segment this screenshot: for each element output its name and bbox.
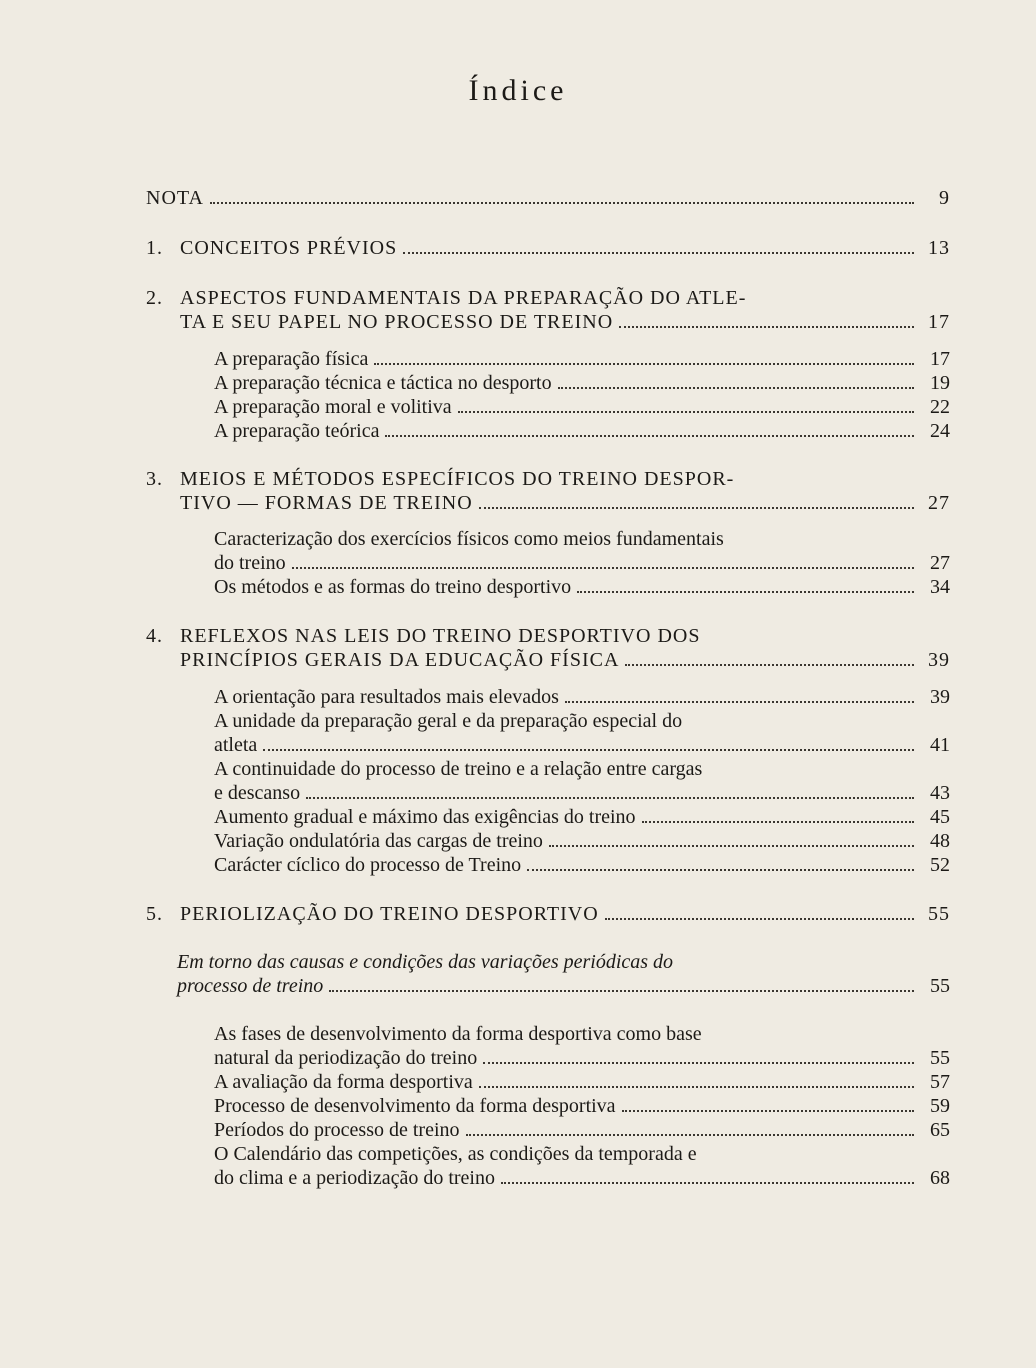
leader-dots bbox=[292, 567, 914, 569]
toc-label: atleta bbox=[214, 734, 258, 756]
leader-dots bbox=[385, 435, 914, 437]
toc-page: 52 bbox=[930, 854, 950, 876]
toc-chapter-4 bbox=[180, 648, 950, 672]
toc-page: 57 bbox=[930, 1071, 950, 1093]
toc-label: ASPECTOS FUNDAMENTAIS DA PREPARAÇÃO DO ATLE- bbox=[180, 287, 747, 309]
leader-dots bbox=[374, 363, 914, 365]
leader-dots bbox=[329, 990, 914, 992]
toc-chapter-1 bbox=[146, 236, 950, 260]
leader-dots bbox=[622, 1110, 914, 1112]
toc-label: Carácter cíclico do processo de Treino bbox=[214, 854, 522, 876]
toc-page: 17 bbox=[928, 311, 950, 333]
toc-chapter-5 bbox=[146, 902, 950, 926]
leader-dots bbox=[458, 411, 914, 413]
leader-dots bbox=[642, 821, 914, 823]
chapter-number: 3. bbox=[146, 468, 163, 490]
toc-section-italic-line1: Em torno das causas e condições das variações periódicas do bbox=[177, 951, 674, 973]
leader-dots bbox=[625, 664, 914, 666]
leader-dots bbox=[558, 387, 914, 389]
chapter-number: 4. bbox=[146, 625, 163, 647]
toc-label: do treino bbox=[214, 552, 286, 574]
chapter-number: 1. bbox=[146, 237, 163, 259]
toc-item bbox=[214, 1094, 950, 1118]
bleed-through-text bbox=[430, 10, 435, 31]
toc-label: MEIOS E MÉTODOS ESPECÍFICOS DO TREINO DESPOR- bbox=[180, 468, 735, 490]
toc-label: A orientação para resultados mais elevados bbox=[214, 686, 559, 708]
leader-dots bbox=[403, 252, 914, 254]
leader-dots bbox=[527, 869, 914, 871]
toc-page: 27 bbox=[930, 552, 950, 574]
toc-item bbox=[214, 685, 950, 709]
toc-page: 45 bbox=[930, 806, 950, 828]
toc-page: 41 bbox=[930, 734, 950, 756]
toc-item bbox=[214, 347, 950, 371]
toc-page: 43 bbox=[930, 782, 950, 804]
toc-chapter-2-line1 bbox=[146, 286, 746, 310]
toc-item bbox=[214, 395, 950, 419]
leader-dots bbox=[210, 202, 914, 204]
toc-label: A preparação moral e volitiva bbox=[214, 396, 452, 418]
toc-item bbox=[214, 1046, 950, 1070]
toc-item-line1: A unidade da preparação geral e da preparação especial do bbox=[214, 710, 683, 732]
toc-page: 39 bbox=[928, 649, 950, 671]
leader-dots bbox=[479, 507, 914, 509]
toc-label: Períodos do processo de treino bbox=[214, 1119, 460, 1141]
toc-item-line1: A continuidade do processo de treino e a relação entre cargas bbox=[214, 758, 703, 780]
toc-label: processo de treino bbox=[177, 975, 324, 997]
toc-item-line1: Caracterização dos exercícios físicos como meios fundamentais bbox=[214, 528, 724, 550]
toc-label: Processo de desenvolvimento da forma desportiva bbox=[214, 1095, 616, 1117]
toc-label: TA E SEU PAPEL NO PROCESSO DE TREINO bbox=[180, 311, 614, 333]
toc-label: natural da periodização do treino bbox=[214, 1047, 478, 1069]
leader-dots bbox=[501, 1182, 914, 1184]
toc-label: CONCEITOS PRÉVIOS bbox=[180, 237, 398, 259]
toc-label: A preparação técnica e táctica no desporto bbox=[214, 372, 552, 394]
toc-page: 24 bbox=[930, 420, 950, 442]
toc-label: Os métodos e as formas do treino desportivo bbox=[214, 576, 572, 598]
leader-dots bbox=[483, 1062, 914, 1064]
toc-item bbox=[214, 551, 950, 575]
chapter-number: 2. bbox=[146, 287, 163, 309]
toc-page: 59 bbox=[930, 1095, 950, 1117]
toc-page: 68 bbox=[930, 1167, 950, 1189]
chapter-number: 5. bbox=[146, 903, 163, 925]
toc-label: PRINCÍPIOS GERAIS DA EDUCAÇÃO FÍSICA bbox=[180, 649, 620, 671]
toc-item bbox=[214, 1070, 950, 1094]
leader-dots bbox=[263, 749, 914, 751]
toc-item bbox=[214, 419, 950, 443]
toc-item bbox=[214, 733, 950, 757]
toc-chapter-3 bbox=[180, 491, 950, 515]
toc-page: 22 bbox=[930, 396, 950, 418]
toc-label: do clima e a periodização do treino bbox=[214, 1167, 495, 1189]
toc-item bbox=[214, 781, 950, 805]
leader-dots bbox=[605, 918, 914, 920]
toc-label: A preparação física bbox=[214, 348, 369, 370]
toc-page: 48 bbox=[930, 830, 950, 852]
toc-page: 55 bbox=[930, 1047, 950, 1069]
toc-label: TIVO — FORMAS DE TREINO bbox=[180, 492, 473, 514]
leader-dots bbox=[619, 326, 914, 328]
leader-dots bbox=[466, 1134, 914, 1136]
leader-dots bbox=[479, 1086, 914, 1088]
toc-label: PERIOLIZAÇÃO DO TREINO DESPORTIVO bbox=[180, 903, 599, 925]
toc-item bbox=[214, 1166, 950, 1190]
toc-page: 19 bbox=[930, 372, 950, 394]
toc-section-italic bbox=[177, 974, 950, 998]
leader-dots bbox=[565, 701, 914, 703]
toc-chapter-2 bbox=[180, 310, 950, 334]
toc-item bbox=[214, 853, 950, 877]
toc-chapter-4-line1 bbox=[146, 624, 700, 648]
toc-label: Variação ondulatória das cargas de treino bbox=[214, 830, 543, 852]
toc-label: NOTA bbox=[146, 187, 204, 209]
toc-page: 17 bbox=[930, 348, 950, 370]
toc-page: 9 bbox=[939, 187, 950, 209]
toc-entry-nota bbox=[146, 186, 950, 210]
toc-label: Aumento gradual e máximo das exigências do treino bbox=[214, 806, 636, 828]
toc-page: 39 bbox=[930, 686, 950, 708]
toc-item-line1: O Calendário das competições, as condições da temporada e bbox=[214, 1143, 697, 1165]
page-title: Índice bbox=[468, 74, 568, 107]
toc-page: 34 bbox=[930, 576, 950, 598]
toc-chapter-3-line1 bbox=[146, 467, 734, 491]
toc-item bbox=[214, 575, 950, 599]
toc-item-line1: As fases de desenvolvimento da forma desportiva como base bbox=[214, 1023, 702, 1045]
leader-dots bbox=[306, 797, 914, 799]
toc-item bbox=[214, 371, 950, 395]
leader-dots bbox=[577, 591, 914, 593]
toc-item bbox=[214, 829, 950, 853]
toc-label: REFLEXOS NAS LEIS DO TREINO DESPORTIVO DOS bbox=[180, 625, 701, 647]
toc-page: 27 bbox=[928, 492, 950, 514]
toc-label: A preparação teórica bbox=[214, 420, 380, 442]
toc-page: 13 bbox=[928, 237, 950, 259]
toc-label: e descanso bbox=[214, 782, 301, 804]
toc-item bbox=[214, 1118, 950, 1142]
toc-page: 55 bbox=[930, 975, 950, 997]
toc-label: A avaliação da forma desportiva bbox=[214, 1071, 473, 1093]
toc-page: 65 bbox=[930, 1119, 950, 1141]
toc-item bbox=[214, 805, 950, 829]
leader-dots bbox=[549, 845, 914, 847]
toc-page: 55 bbox=[928, 903, 950, 925]
